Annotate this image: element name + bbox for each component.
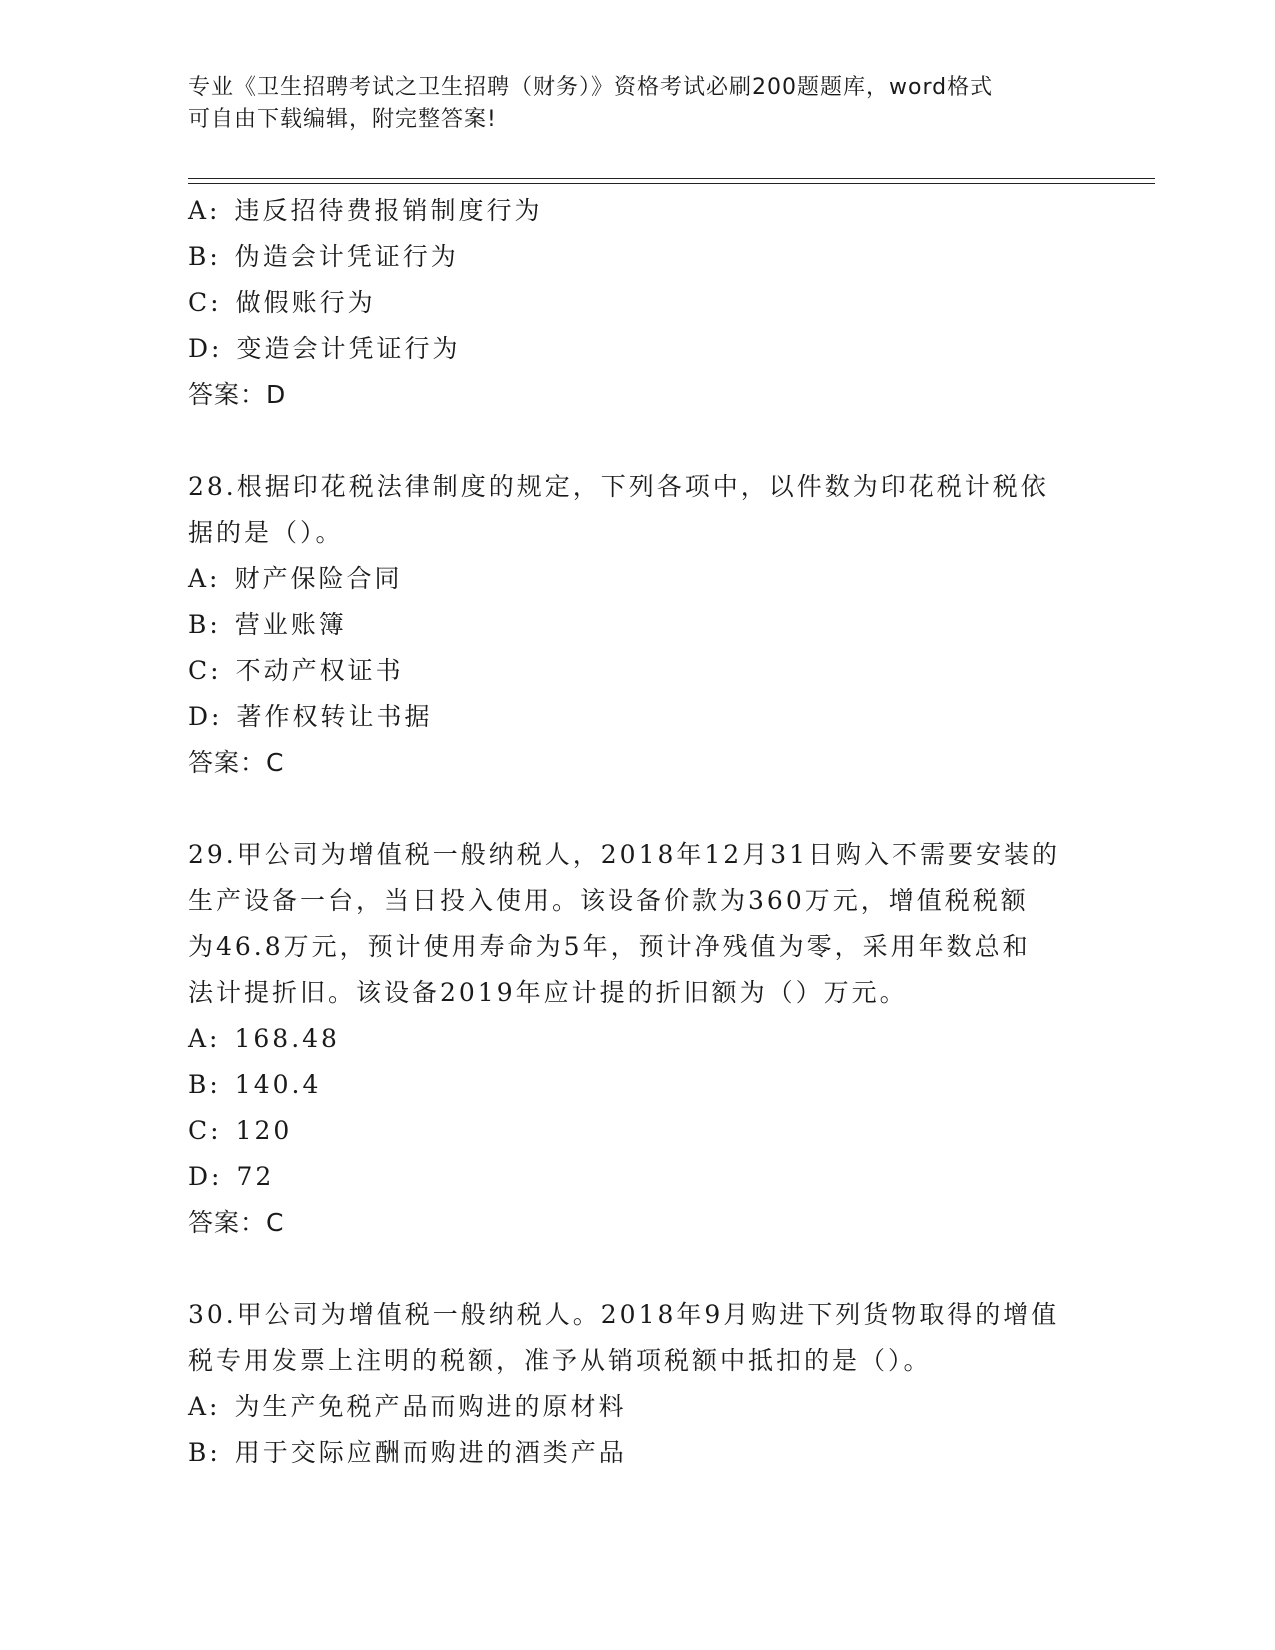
option-letter: D:: [188, 334, 223, 363]
header-line-2: 可自由下载编辑，附完整答案!: [188, 107, 497, 132]
header-divider-bottom: [188, 183, 1155, 184]
option-b: [188, 602, 1088, 648]
option-text: 168.48: [234, 1024, 340, 1053]
stem-line: 生产设备一台，当日投入使用。该设备价款为360万元，增值税税额: [188, 886, 1029, 915]
question-gap: [188, 1246, 1088, 1292]
option-text: 著作权转让书据: [236, 702, 433, 731]
option-text: 营业账簿: [234, 610, 347, 639]
option-d: [188, 694, 1088, 740]
stem-line: 据的是（）。: [188, 518, 344, 547]
option-c: [188, 648, 1088, 694]
option-letter: D:: [188, 702, 223, 731]
question-list: [188, 188, 1088, 1476]
option-a: [188, 1016, 1088, 1062]
header-divider-top: [188, 178, 1155, 179]
option-letter: D:: [188, 1162, 223, 1191]
option-text: 伪造会计凭证行为: [234, 242, 459, 271]
option-letter: A:: [188, 1392, 221, 1421]
option-text: 不动产权证书: [235, 656, 404, 685]
option-letter: B:: [188, 610, 221, 639]
option-text: 财产保险合同: [234, 564, 403, 593]
stem-line: 为46.8万元，预计使用寿命为5年，预计净残值为零，采用年数总和: [188, 932, 1031, 961]
question-stem: [188, 464, 1088, 556]
option-text: 为生产免税产品而购进的原材料: [234, 1392, 627, 1421]
option-letter: A:: [188, 564, 221, 593]
option-text: 用于交际应酬而购进的酒类产品: [234, 1438, 627, 1467]
question-stem: [188, 1292, 1088, 1384]
stem-line: 30.甲公司为增值税一般纳税人。2018年9月购进下列货物取得的增值: [188, 1300, 1060, 1329]
option-letter: C:: [188, 656, 222, 685]
stem-line: 28.根据印花税法律制度的规定，下列各项中，以件数为印花税计税依: [188, 472, 1049, 501]
option-a: [188, 1384, 1088, 1430]
option-a: [188, 556, 1088, 602]
option-b: [188, 234, 1088, 280]
option-b: [188, 1062, 1088, 1108]
question-stem: [188, 832, 1088, 1016]
option-text: 违反招待费报销制度行为: [234, 196, 543, 225]
option-a: [188, 188, 1088, 234]
option-c: [188, 280, 1088, 326]
option-letter: B:: [188, 242, 221, 271]
option-text: 72: [236, 1162, 275, 1191]
document-header: [188, 72, 1088, 136]
question-30: [188, 1292, 1088, 1476]
option-c: [188, 1108, 1088, 1154]
option-text: 140.4: [234, 1070, 322, 1099]
question-28: [188, 464, 1088, 786]
answer-line: 答案：C: [188, 1208, 285, 1237]
option-letter: A:: [188, 1024, 221, 1053]
answer-line: 答案：C: [188, 748, 285, 777]
option-letter: A:: [188, 196, 221, 225]
option-b: [188, 1430, 1088, 1476]
stem-line: 税专用发票上注明的税额，准予从销项税额中抵扣的是（）。: [188, 1346, 932, 1375]
option-letter: B:: [188, 1070, 221, 1099]
option-d: [188, 1154, 1088, 1200]
option-letter: C:: [188, 1116, 222, 1145]
question-27-continued: [188, 188, 1088, 418]
answer-line: 答案：D: [188, 380, 287, 409]
option-d: [188, 326, 1088, 372]
question-gap: [188, 786, 1088, 832]
question-29: [188, 832, 1088, 1246]
stem-line: 29.甲公司为增值税一般纳税人，2018年12月31日购入不需要安装的: [188, 840, 1061, 869]
option-text: 120: [235, 1116, 293, 1145]
header-line-1: 专业《卫生招聘考试之卫生招聘（财务）》资格考试必刷200题题库，word格式: [188, 75, 994, 100]
question-gap: [188, 418, 1088, 464]
option-text: 变造会计凭证行为: [236, 334, 461, 363]
option-text: 做假账行为: [235, 288, 376, 317]
stem-line: 法计提折旧。该设备2019年应计提的折旧额为（）万元。: [188, 978, 908, 1007]
option-letter: B:: [188, 1438, 221, 1467]
option-letter: C:: [188, 288, 222, 317]
